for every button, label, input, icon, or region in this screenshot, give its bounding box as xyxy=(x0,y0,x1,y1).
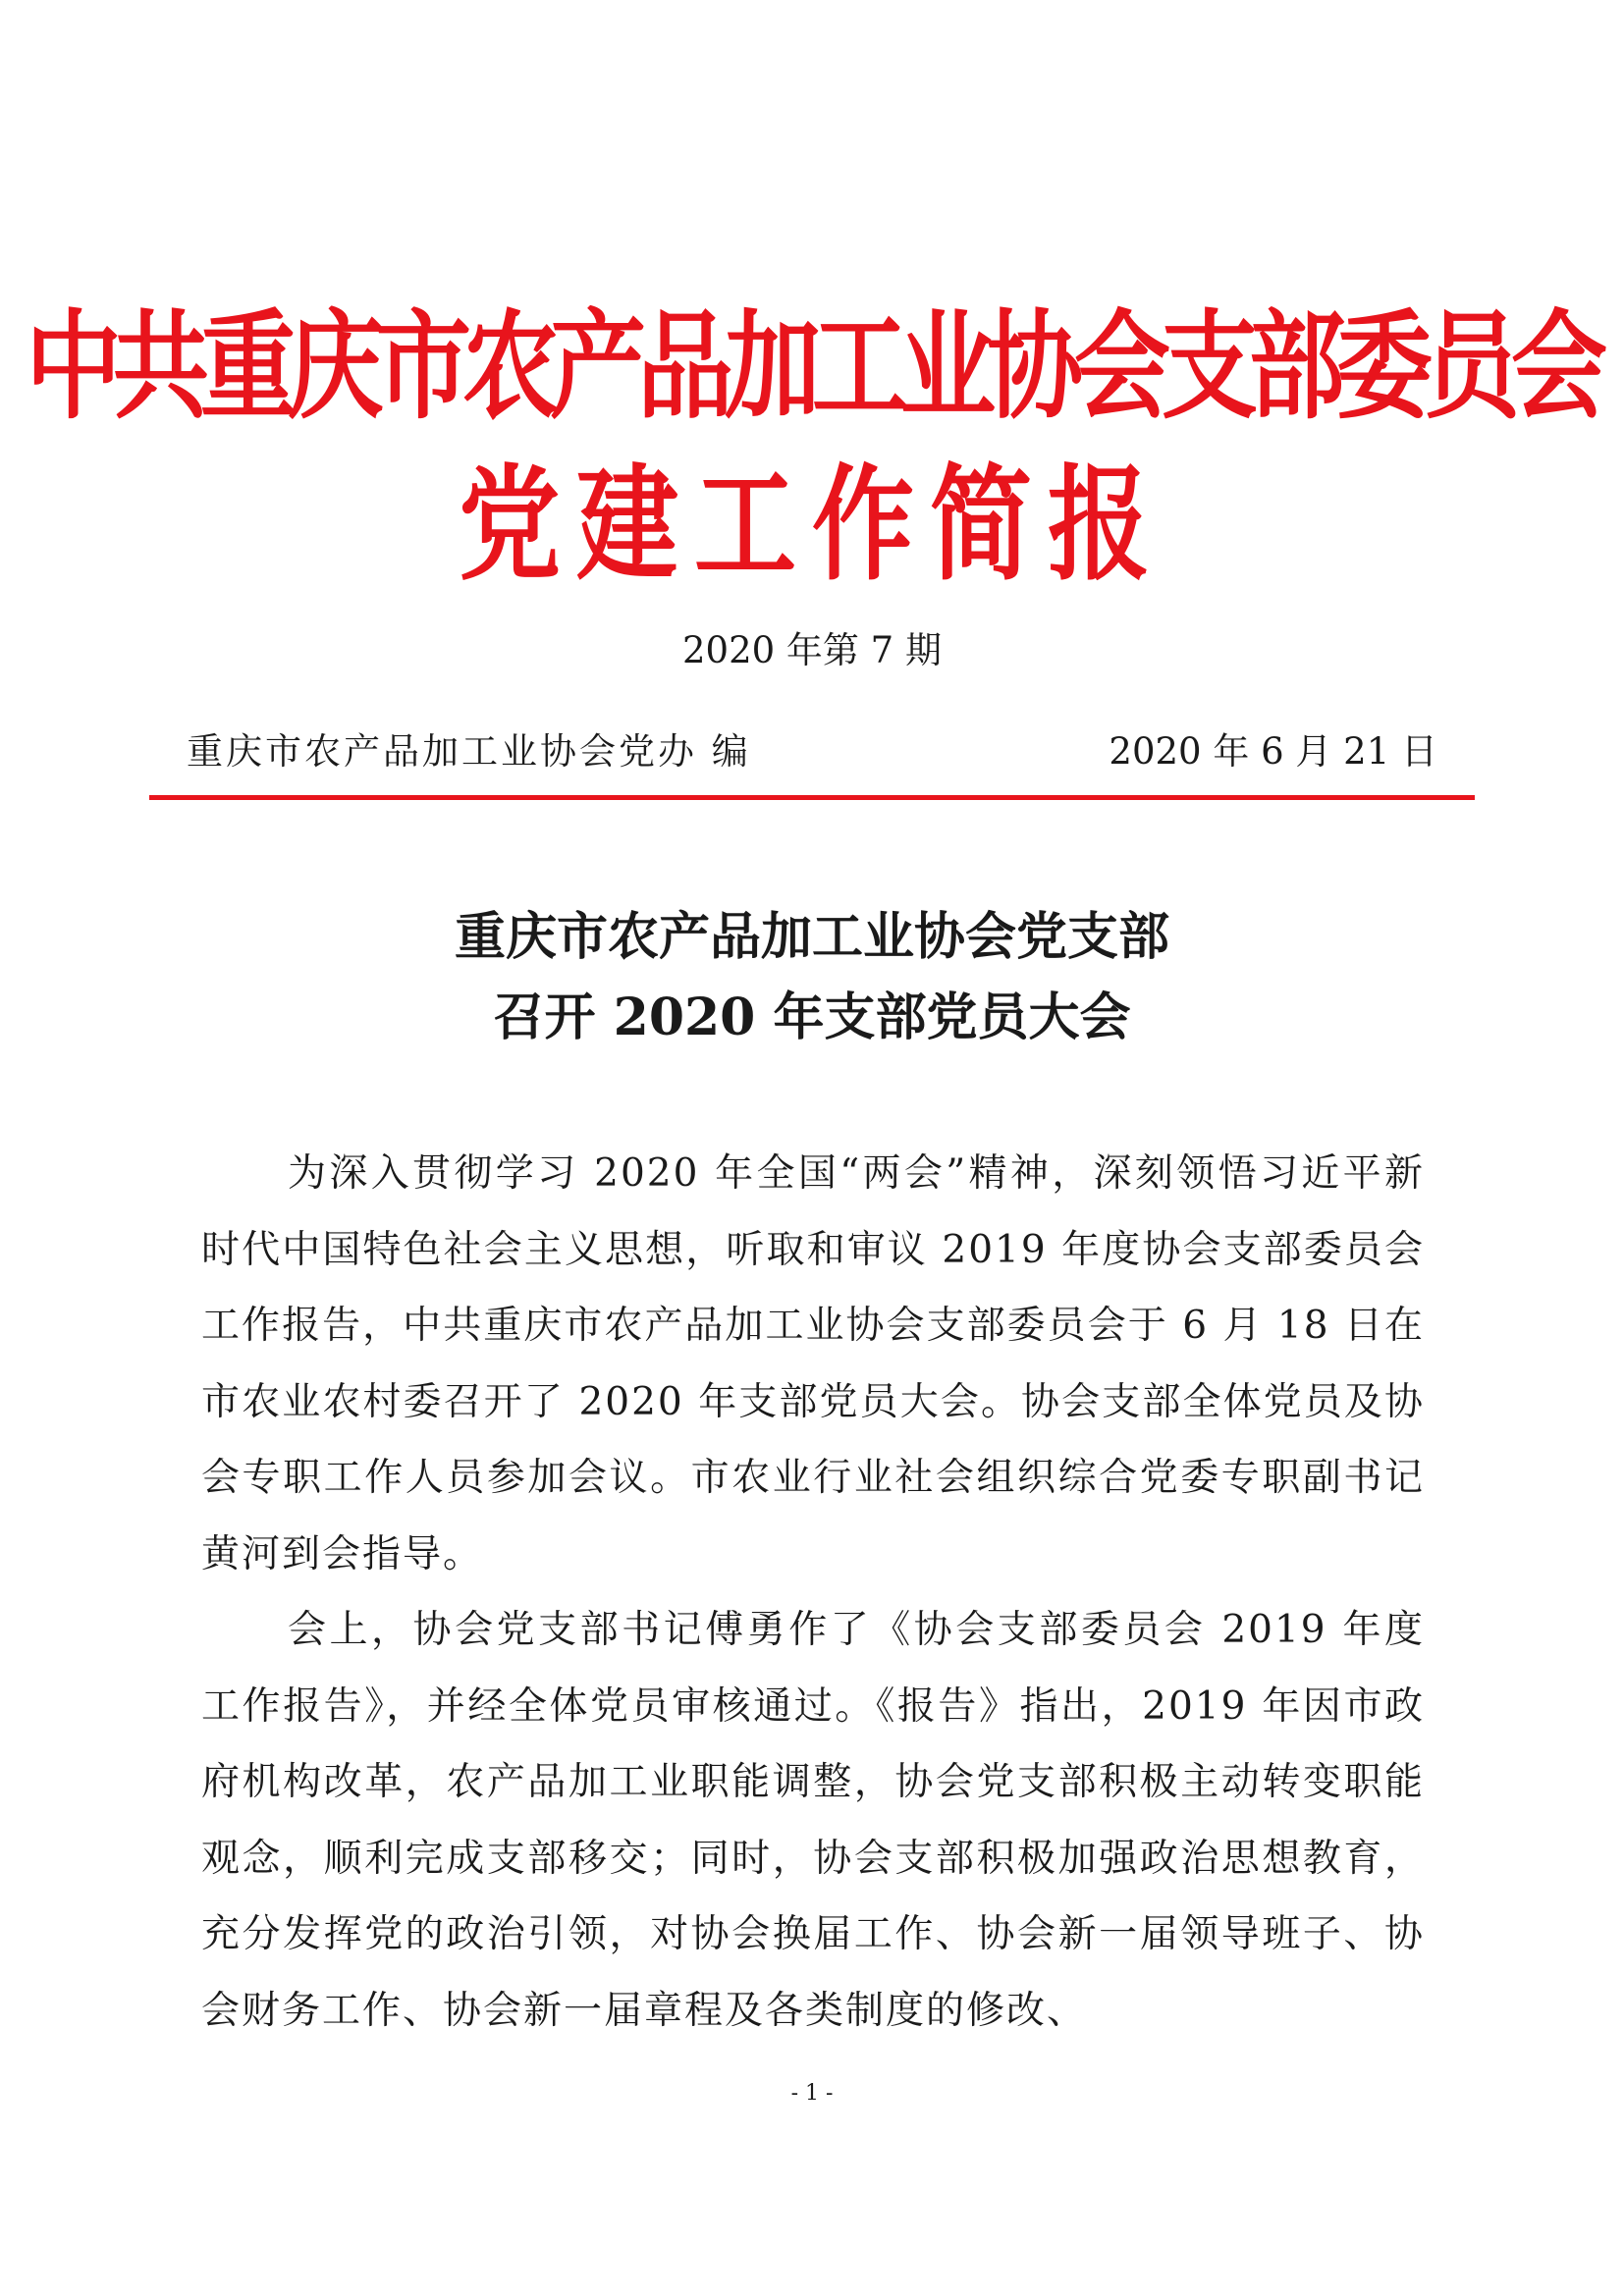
article-paragraph: 会上，协会党支部书记傅勇作了《协会支部委员会 2019 年度工作报告》，并经全体党员审核通过。《报告》指出，2019 年因市政府机构改革，农产品加工业职能调整，协会党支部积极主动转变职能观念，顺利完成支部移交；同时，协会支部积极加强政治思想教育，充分发挥党的政治引领，对协会换届工作、协会新一届领导班子、协会财务工作、协会新一届章程及各类制度的修改、 xyxy=(201,1608,1425,2033)
masthead-bulletin-name: 党建工作简报 xyxy=(458,452,1165,598)
page-number: - 1 - xyxy=(790,2081,834,2106)
article-title-line1: 重庆市农产品加工业协会党支部 xyxy=(454,907,1169,967)
publish-date: 2020 年 6 月 21 日 xyxy=(1109,730,1437,773)
red-divider-rule xyxy=(149,795,1475,800)
publisher-label: 重庆市农产品加工业协会党办 编 xyxy=(187,730,751,773)
article-body xyxy=(201,1136,1425,2049)
issue-number: 2020 年第 7 期 xyxy=(682,629,942,671)
article-title-line2: 召开 2020 年支部党员大会 xyxy=(493,988,1131,1047)
masthead-org-name: 中共重庆市农产品加工业协会支部委员会 xyxy=(25,298,1598,436)
article-paragraph: 为深入贯彻学习 2020 年全国“两会”精神，深刻领悟习近平新时代中国特色社会主义思想，听取和审议 2019 年度协会支部委员会工作报告，中共重庆市农产品加工业协会支部委员会于 6 月 18 日在市农业农村委召开了 2020 年支部党员大会。协会支部全体党员及协会专职工作人员参加会议。市农业行业社会组织综合党委专职副书记黄河到会指导。 xyxy=(201,1151,1425,1576)
